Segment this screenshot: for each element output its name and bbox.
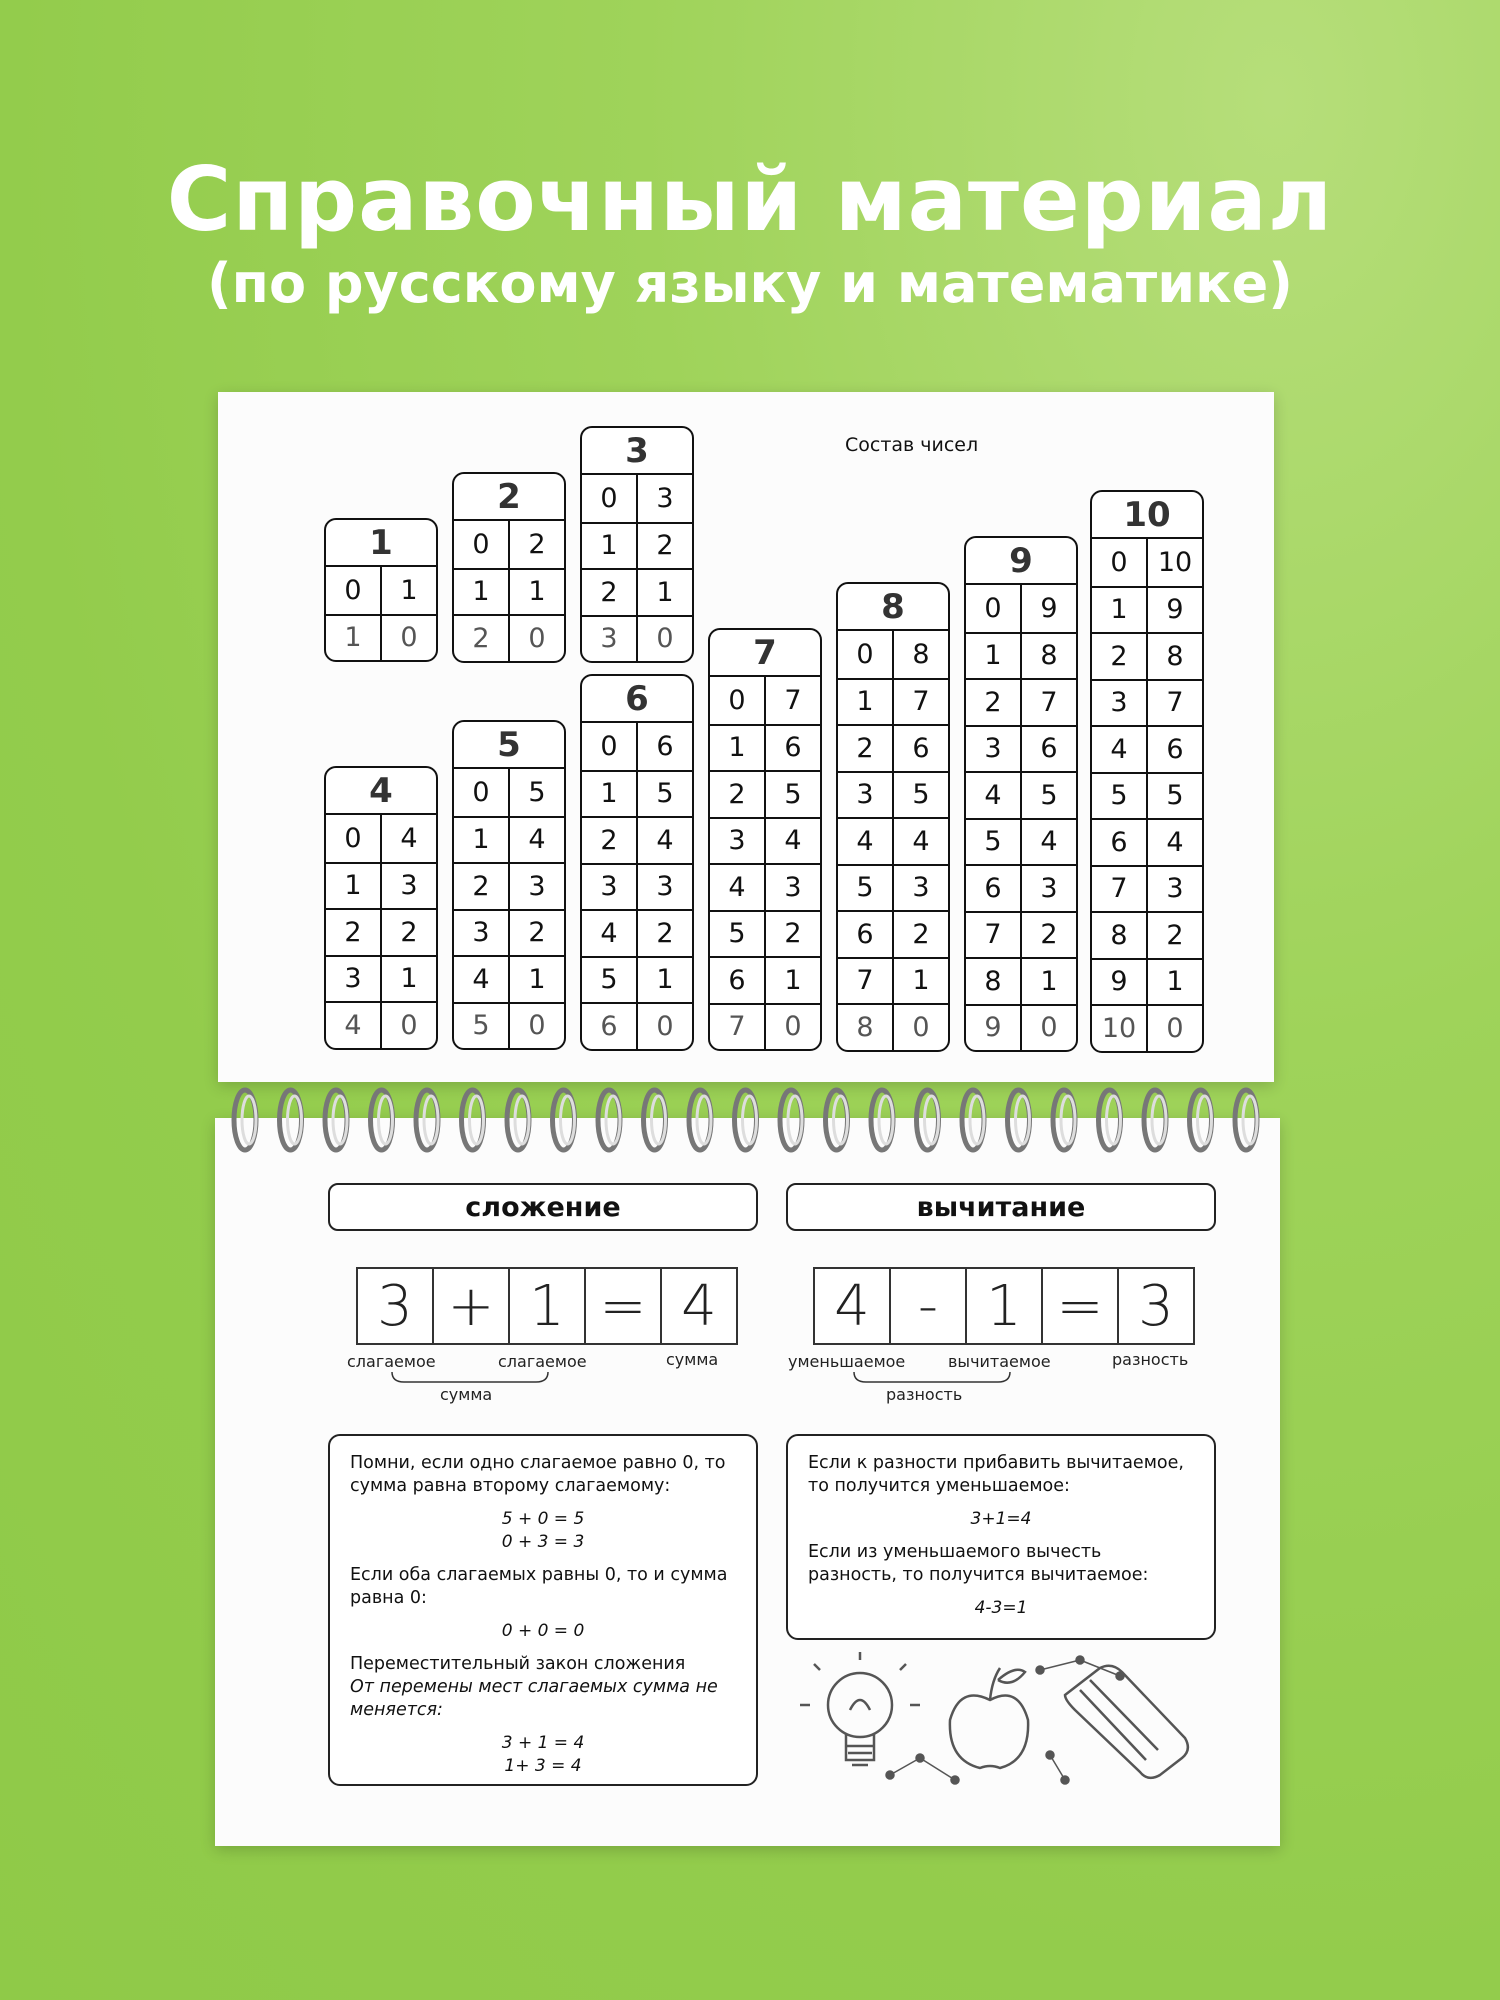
composition-cell: 6 — [1110, 826, 1128, 858]
composition-cell: 0 — [508, 616, 564, 661]
composition-cell: 7 — [984, 919, 1002, 951]
composition-cell: 0 — [728, 684, 746, 716]
composition-cell: 3 — [636, 865, 692, 910]
composition-cell: 2 — [636, 911, 692, 956]
subtraction-result: разность — [1112, 1350, 1189, 1369]
composition-row — [582, 816, 692, 863]
equation-cell: + — [432, 1269, 508, 1343]
addition-term1: слагаемое — [347, 1352, 436, 1371]
composition-row — [838, 724, 948, 771]
apple-icon — [950, 1668, 1028, 1768]
equation-cell: 4 — [834, 1273, 870, 1339]
composition-cell: 1 — [344, 870, 362, 902]
composition-row — [454, 909, 564, 956]
example: 0 + 0 = 0 — [501, 1621, 585, 1641]
composition-cell: 0 — [636, 1004, 692, 1049]
composition-cell: 6 — [600, 1010, 618, 1042]
composition-cell: 8 — [984, 965, 1002, 997]
composition-cell: 3 — [892, 866, 948, 911]
composition-row — [966, 585, 1076, 632]
composition-cell: 5 — [764, 772, 820, 817]
composition-cell: 6 — [856, 918, 874, 950]
composition-cell: 7 — [764, 677, 820, 724]
composition-cell: 2 — [764, 912, 820, 957]
composition-row — [966, 632, 1076, 679]
composition-cell: 6 — [764, 726, 820, 771]
composition-row — [582, 723, 692, 770]
composition-row — [710, 956, 820, 1003]
composition-cell: 2 — [856, 732, 874, 764]
composition-cell: 0 — [1110, 546, 1128, 578]
lightbulb-icon — [800, 1652, 920, 1765]
composition-cell: 0 — [508, 1004, 564, 1049]
commutative-law-title: Переместительный закон сложения — [350, 1654, 686, 1674]
number-column-2 — [452, 472, 566, 663]
composition-cell: 0 — [472, 528, 490, 560]
composition-cell: 1 — [472, 824, 490, 856]
composition-row — [838, 631, 948, 678]
composition-row — [966, 818, 1076, 865]
subtraction-label: вычитание — [786, 1183, 1216, 1231]
example: 5 + 0 = 5 — [501, 1509, 585, 1529]
addition-rules-box — [328, 1434, 758, 1786]
composition-cell: 3 — [1110, 687, 1128, 719]
equation-cell: 1 — [965, 1269, 1041, 1343]
composition-row — [966, 957, 1076, 1004]
composition-row — [838, 957, 948, 1004]
composition-cell: 9 — [1020, 585, 1076, 632]
number-column-7 — [708, 628, 822, 1051]
subtraction-term1: уменьшаемое — [788, 1352, 906, 1371]
composition-cell: 3 — [508, 864, 564, 909]
composition-row — [454, 614, 564, 661]
composition-cell: 8 — [1146, 634, 1202, 679]
composition-cell: 6 — [1020, 727, 1076, 772]
composition-cell: 7 — [856, 965, 874, 997]
composition-cell: 4 — [984, 779, 1002, 811]
number-heading: 8 — [838, 584, 948, 631]
equation-cell: 3 — [377, 1273, 413, 1339]
composition-cell: 4 — [636, 818, 692, 863]
composition-row — [1092, 632, 1202, 679]
composition-cell: 2 — [1110, 640, 1128, 672]
composition-cell: 4 — [1110, 733, 1128, 765]
composition-row — [710, 724, 820, 771]
composition-cell: 1 — [1110, 594, 1128, 626]
composition-row — [582, 770, 692, 817]
composition-cell: 5 — [856, 872, 874, 904]
composition-cell: 1 — [380, 957, 436, 1002]
composition-cell: 2 — [508, 521, 564, 568]
composition-cell: 0 — [1146, 1006, 1202, 1051]
composition-cell: 7 — [1110, 873, 1128, 905]
composition-cell: 8 — [856, 1011, 874, 1043]
composition-row — [582, 568, 692, 615]
equation-cell: = — [584, 1269, 660, 1343]
composition-row — [582, 475, 692, 522]
composition-cell: 4 — [472, 963, 490, 995]
composition-cell: 5 — [1146, 774, 1202, 819]
composition-cell: 0 — [856, 638, 874, 670]
composition-cell: 0 — [600, 482, 618, 514]
composition-row — [710, 677, 820, 724]
addition-brace-label: сумма — [440, 1385, 493, 1404]
composition-row — [838, 771, 948, 818]
composition-row — [326, 908, 436, 955]
composition-cell: 6 — [728, 964, 746, 996]
composition-cell: 5 — [728, 918, 746, 950]
number-heading: 6 — [582, 676, 692, 723]
example: 1+ 3 = 4 — [504, 1756, 582, 1776]
composition-cell: 2 — [1146, 913, 1202, 958]
addition-label: сложение — [328, 1183, 758, 1231]
composition-cell: 0 — [344, 822, 362, 854]
composition-row — [838, 817, 948, 864]
header-subtitle: (по русскому языку и математике) — [207, 252, 1293, 315]
composition-cell: 4 — [1020, 820, 1076, 865]
composition-row — [454, 1002, 564, 1049]
composition-cell: 8 — [1110, 919, 1128, 951]
composition-row — [1092, 725, 1202, 772]
composition-cell: 1 — [636, 570, 692, 615]
composition-cell: 3 — [1020, 866, 1076, 911]
composition-cell: 4 — [764, 819, 820, 864]
composition-cell: 2 — [984, 686, 1002, 718]
composition-row — [838, 678, 948, 725]
composition-row — [1092, 679, 1202, 726]
composition-cell: 4 — [1146, 820, 1202, 865]
composition-row — [454, 521, 564, 568]
composition-cell: 1 — [508, 957, 564, 1002]
composition-cell: 1 — [892, 959, 948, 1004]
example: 0 + 3 = 3 — [501, 1532, 585, 1552]
composition-cell: 9 — [1146, 588, 1202, 633]
composition-row — [838, 1003, 948, 1050]
eraser-icon — [1065, 1666, 1188, 1778]
composition-row — [326, 862, 436, 909]
composition-cell: 2 — [380, 910, 436, 955]
composition-cell: 8 — [1020, 634, 1076, 679]
composition-cell: 2 — [600, 576, 618, 608]
composition-cell: 9 — [1110, 966, 1128, 998]
number-heading: 10 — [1092, 492, 1202, 539]
addition-rule-both-zero: Если оба слагаемых равны 0, то и сумма равна 0: — [350, 1565, 728, 1608]
composition-cell: 1 — [856, 686, 874, 718]
composition-cell: 2 — [636, 524, 692, 569]
composition-cell: 3 — [764, 865, 820, 910]
composition-row — [1092, 958, 1202, 1005]
composition-cell: 3 — [636, 475, 692, 522]
spiral-binding — [225, 1080, 1305, 1160]
composition-row — [454, 769, 564, 816]
composition-row — [1092, 911, 1202, 958]
composition-row — [326, 614, 436, 661]
composition-cell: 1 — [508, 570, 564, 615]
subtraction-term2: вычитаемое — [948, 1352, 1051, 1371]
composition-row — [966, 864, 1076, 911]
composition-cell: 5 — [600, 964, 618, 996]
number-heading: 5 — [454, 722, 564, 769]
composition-row — [710, 1003, 820, 1050]
composition-cell: 3 — [380, 864, 436, 909]
composition-cell: 1 — [600, 778, 618, 810]
composition-row — [454, 862, 564, 909]
composition-row — [582, 615, 692, 662]
composition-cell: 4 — [892, 819, 948, 864]
composition-cell: 10 — [1146, 539, 1202, 586]
composition-cell: 6 — [984, 872, 1002, 904]
composition-cell: 3 — [600, 623, 618, 655]
composition-row — [326, 955, 436, 1002]
composition-cell: 5 — [472, 1010, 490, 1042]
composition-cell: 5 — [892, 773, 948, 818]
example: 4-3=1 — [974, 1598, 1028, 1618]
composition-cell: 2 — [728, 778, 746, 810]
composition-cell: 3 — [1146, 867, 1202, 912]
composition-cell: 0 — [984, 592, 1002, 624]
composition-row — [1092, 539, 1202, 586]
composition-row — [966, 771, 1076, 818]
composition-row — [966, 911, 1076, 958]
addition-equation — [356, 1267, 738, 1345]
composition-cell: 3 — [856, 779, 874, 811]
school-doodles — [790, 1650, 1210, 1790]
subtraction-rule-2: Если из уменьшаемого вычесть разность, то получится вычитаемое: — [808, 1542, 1149, 1585]
composition-row — [1092, 586, 1202, 633]
composition-cell: 5 — [508, 769, 564, 816]
composition-cell: 1 — [344, 622, 362, 654]
composition-cell: 2 — [600, 824, 618, 856]
composition-cell: 3 — [472, 917, 490, 949]
commutative-law-text: От перемены мест слагаемых сумма не меняется: — [350, 1677, 718, 1720]
number-heading: 2 — [454, 474, 564, 521]
number-composition-title: Состав чисел — [845, 434, 979, 456]
number-column-8 — [836, 582, 950, 1052]
composition-cell: 2 — [344, 916, 362, 948]
addition-result: сумма — [666, 1350, 719, 1369]
composition-row — [838, 864, 948, 911]
example: 3 + 1 = 4 — [501, 1733, 585, 1753]
composition-cell: 1 — [472, 576, 490, 608]
composition-cell: 1 — [1020, 959, 1076, 1004]
equation-cell: 4 — [660, 1269, 736, 1343]
composition-cell: 0 — [764, 1005, 820, 1050]
composition-cell: 5 — [984, 826, 1002, 858]
number-heading: 3 — [582, 428, 692, 475]
composition-row — [454, 955, 564, 1002]
equation-cell: 1 — [508, 1269, 584, 1343]
equation-cell: 3 — [1117, 1269, 1193, 1343]
composition-row — [1092, 818, 1202, 865]
composition-row — [582, 1002, 692, 1049]
composition-cell: 0 — [636, 617, 692, 662]
composition-row — [710, 770, 820, 817]
number-column-3 — [580, 426, 694, 663]
composition-row — [1092, 865, 1202, 912]
composition-cell: 7 — [1020, 680, 1076, 725]
composition-cell: 2 — [1020, 913, 1076, 958]
composition-cell: 1 — [984, 640, 1002, 672]
composition-cell: 5 — [636, 772, 692, 817]
composition-row — [326, 567, 436, 614]
composition-cell: 1 — [728, 732, 746, 764]
composition-cell: 4 — [856, 825, 874, 857]
composition-cell: 4 — [508, 818, 564, 863]
composition-row — [838, 910, 948, 957]
composition-row — [582, 863, 692, 910]
composition-row — [1092, 1004, 1202, 1051]
composition-cell: 3 — [600, 871, 618, 903]
composition-cell: 6 — [1146, 727, 1202, 772]
subtraction-brace-label: разность — [886, 1385, 963, 1404]
composition-cell: 0 — [1020, 1006, 1076, 1051]
composition-cell: 4 — [728, 871, 746, 903]
subtraction-rule-1: Если к разности прибавить вычитаемое, то получится уменьшаемое: — [808, 1453, 1184, 1496]
composition-cell: 7 — [892, 680, 948, 725]
number-column-4 — [324, 766, 438, 1050]
composition-row — [710, 910, 820, 957]
composition-cell: 4 — [600, 917, 618, 949]
composition-cell: 1 — [636, 958, 692, 1003]
number-column-5 — [452, 720, 566, 1050]
composition-row — [454, 816, 564, 863]
subtraction-rules-box — [786, 1434, 1216, 1640]
composition-cell: 6 — [892, 726, 948, 771]
composition-cell: 1 — [1146, 960, 1202, 1005]
number-column-1 — [324, 518, 438, 662]
composition-cell: 3 — [984, 733, 1002, 765]
composition-cell: 2 — [472, 870, 490, 902]
composition-cell: 3 — [344, 963, 362, 995]
number-heading: 4 — [326, 768, 436, 815]
number-column-9 — [964, 536, 1078, 1052]
addition-term2: слагаемое — [498, 1352, 587, 1371]
composition-row — [582, 956, 692, 1003]
composition-row — [582, 909, 692, 956]
example: 3+1=4 — [970, 1509, 1032, 1529]
composition-row — [1092, 772, 1202, 819]
composition-cell: 4 — [380, 815, 436, 862]
composition-cell: 10 — [1101, 1012, 1137, 1044]
composition-cell: 1 — [380, 567, 436, 614]
composition-cell: 5 — [1110, 780, 1128, 812]
composition-cell: 7 — [1146, 681, 1202, 726]
composition-row — [326, 815, 436, 862]
number-heading: 9 — [966, 538, 1076, 585]
composition-cell: 0 — [344, 574, 362, 606]
composition-cell: 0 — [380, 1003, 436, 1048]
composition-cell: 8 — [892, 631, 948, 678]
composition-cell: 6 — [636, 723, 692, 770]
equation-cell: - — [889, 1269, 965, 1343]
composition-cell: 1 — [764, 958, 820, 1003]
composition-row — [326, 1001, 436, 1048]
number-column-10 — [1090, 490, 1204, 1053]
composition-cell: 0 — [892, 1005, 948, 1050]
composition-cell: 2 — [472, 622, 490, 654]
composition-cell: 3 — [728, 825, 746, 857]
composition-cell: 4 — [344, 1009, 362, 1041]
number-heading: 1 — [326, 520, 436, 567]
composition-row — [710, 817, 820, 864]
composition-row — [582, 522, 692, 569]
composition-cell: 9 — [984, 1012, 1002, 1044]
composition-row — [454, 568, 564, 615]
composition-cell: 0 — [472, 776, 490, 808]
subtraction-equation — [813, 1267, 1195, 1345]
composition-row — [710, 863, 820, 910]
composition-row — [966, 678, 1076, 725]
composition-cell: 7 — [728, 1011, 746, 1043]
composition-cell: 1 — [600, 530, 618, 562]
composition-row — [966, 725, 1076, 772]
header-title: Справочный материал — [166, 148, 1334, 251]
composition-row — [966, 1004, 1076, 1051]
composition-cell: 2 — [892, 912, 948, 957]
number-heading: 7 — [710, 630, 820, 677]
addition-rule-zero: Помни, если одно слагаемое равно 0, то сумма равна второму слагаемому: — [350, 1453, 726, 1496]
composition-cell: 5 — [1020, 773, 1076, 818]
equation-cell: = — [1041, 1269, 1117, 1343]
number-column-6 — [580, 674, 694, 1051]
composition-cell: 2 — [508, 911, 564, 956]
composition-cell: 0 — [380, 616, 436, 661]
composition-cell: 0 — [600, 730, 618, 762]
